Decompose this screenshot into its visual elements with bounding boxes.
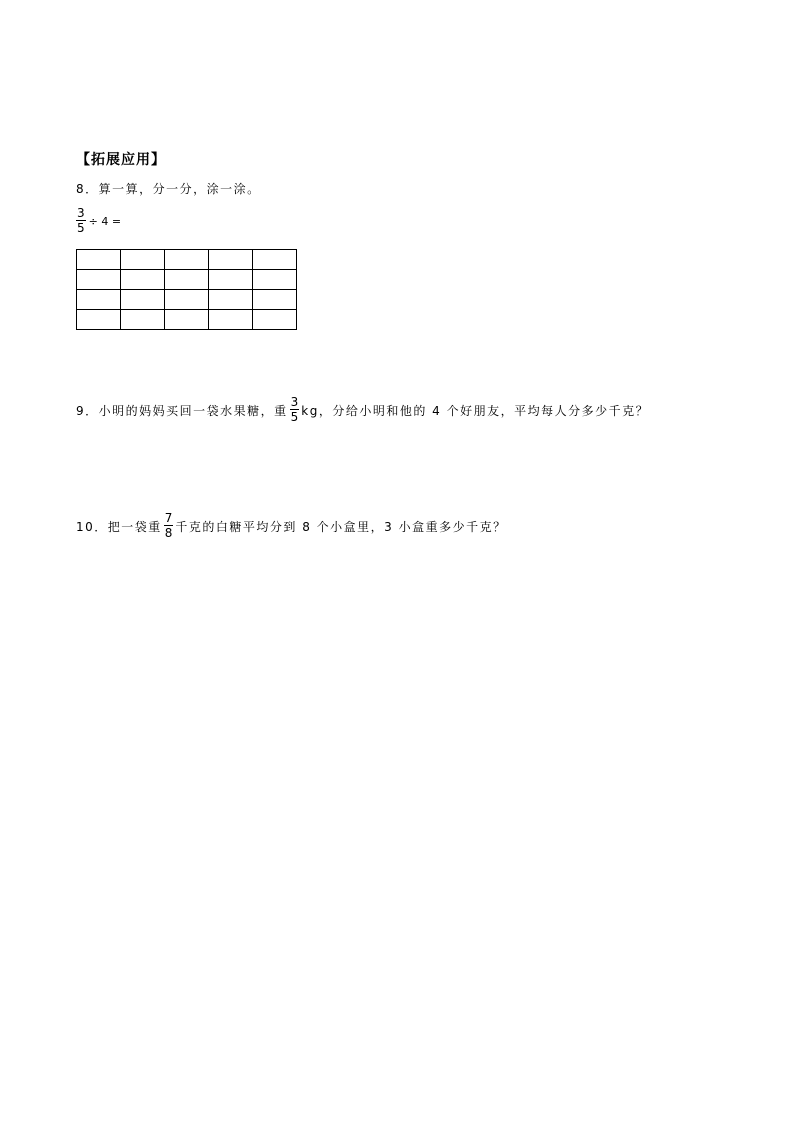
division-expression: ÷ 4 =	[88, 214, 122, 228]
question-8-expression	[76, 207, 121, 235]
grid-cell[interactable]	[165, 250, 209, 270]
grid-row	[77, 270, 297, 290]
grid-cell[interactable]	[165, 310, 209, 330]
grid-cell[interactable]	[77, 250, 121, 270]
question-8-prompt	[76, 180, 261, 197]
grid-cell[interactable]	[209, 270, 253, 290]
question-10	[76, 512, 507, 540]
grid-cell[interactable]	[77, 270, 121, 290]
grid-cell[interactable]	[165, 290, 209, 310]
grid-body	[77, 250, 297, 330]
grid-cell[interactable]	[77, 310, 121, 330]
grid-cell[interactable]	[165, 270, 209, 290]
grid-cell[interactable]	[121, 270, 165, 290]
grid-cell[interactable]	[209, 310, 253, 330]
grid-cell[interactable]	[253, 290, 297, 310]
grid-row	[77, 290, 297, 310]
fraction-numerator: 7	[164, 511, 173, 525]
fraction-numerator: 3	[290, 395, 299, 409]
fraction-three-fifths	[76, 207, 86, 235]
grid-cell[interactable]	[121, 250, 165, 270]
question-8-text: 8．算一算，分一分，涂一涂。	[76, 182, 261, 196]
grid-cell[interactable]	[121, 290, 165, 310]
question-9-text-after: kg，分给小明和他的 4 个好朋友，平均每人分多少千克？	[301, 403, 650, 418]
grid-row	[77, 310, 297, 330]
fraction-denominator: 5	[290, 410, 299, 424]
question-9	[76, 396, 649, 424]
fraction-numerator: 3	[77, 206, 85, 220]
grid-cell[interactable]	[253, 250, 297, 270]
fraction-denominator: 8	[164, 526, 173, 540]
grid-cell[interactable]	[253, 310, 297, 330]
fraction-seven-eighths	[164, 512, 174, 540]
grid-cell[interactable]	[209, 290, 253, 310]
grid-cell[interactable]	[253, 270, 297, 290]
grid-row	[77, 250, 297, 270]
section-title: 【拓展应用】	[76, 152, 166, 168]
grid-cell[interactable]	[209, 250, 253, 270]
grid-cell[interactable]	[77, 290, 121, 310]
question-10-text-before: 10．把一袋重	[76, 519, 162, 534]
question-9-text-before: 9．小明的妈妈买回一袋水果糖，重	[76, 403, 288, 418]
fraction-three-fifths-kg	[290, 396, 300, 424]
question-10-text-after: 千克的白糖平均分到 8 个小盒里，3 小盒重多少千克？	[175, 519, 507, 534]
shading-grid	[76, 249, 297, 330]
fraction-denominator: 5	[77, 221, 85, 235]
grid-cell[interactable]	[121, 310, 165, 330]
